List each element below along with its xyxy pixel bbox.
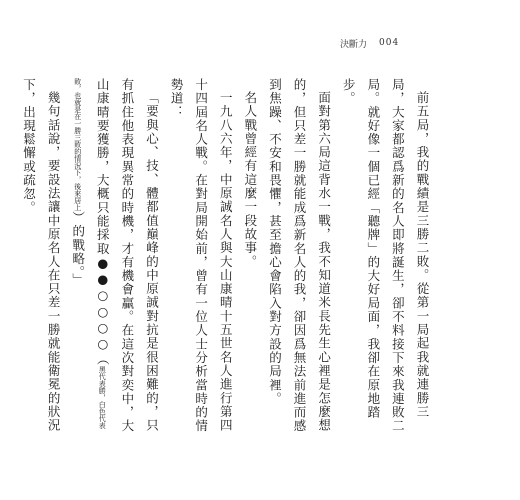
paragraph: 名人戰曾經有這麼一段故事。	[242, 90, 258, 268]
paragraph: 一九八六年，中原誠名人與大山康晴十五世名人進行第四十四屆名人戰。在對局開始前，曾有一位人士分析當時的情勢道：	[169, 78, 234, 433]
quote-end: ）的戰略。」	[70, 211, 86, 287]
book-title: 決斷力	[340, 39, 368, 50]
annotation-note: 黑代表勝，白色代表敗，也就是在一勝三敗的情況下，後來居上	[73, 78, 107, 429]
paragraph: 幾句話說，要設法讓中原名人在只差一勝就能衛冕的狀況下，出現鬆懈或疏忽。	[21, 78, 62, 432]
running-header	[340, 36, 440, 50]
page-number: 004	[379, 38, 400, 48]
vertical-body-text	[16, 78, 434, 438]
paragraph-quote	[65, 78, 163, 438]
paragraph: 前五局，我的戰績是三勝二敗。從第一局起我就連勝三局，大家都認爲新的名人即將誕生，卻不料接下來我連敗二局。就好像一個已經「聽牌」的大好局面，我卻在原地踏步。	[341, 78, 430, 433]
paragraph: 面對第六局這背水一戰，我不知道米長先生心裡是怎麼想的，但只差一勝就能成爲新名人的我，卻因爲無法前進而感到焦躁、不安和畏懼，甚至擔心會陷入對方設的局裡。	[267, 78, 332, 433]
quote-text: 「要與心、技、體都值巔峰的中原誠對抗是很困難的，只有抓住他表現異常的時機，才有機會贏。在這次對奕中，大山康晴要獲勝，大概只能採取●●○○○○（	[95, 78, 160, 433]
